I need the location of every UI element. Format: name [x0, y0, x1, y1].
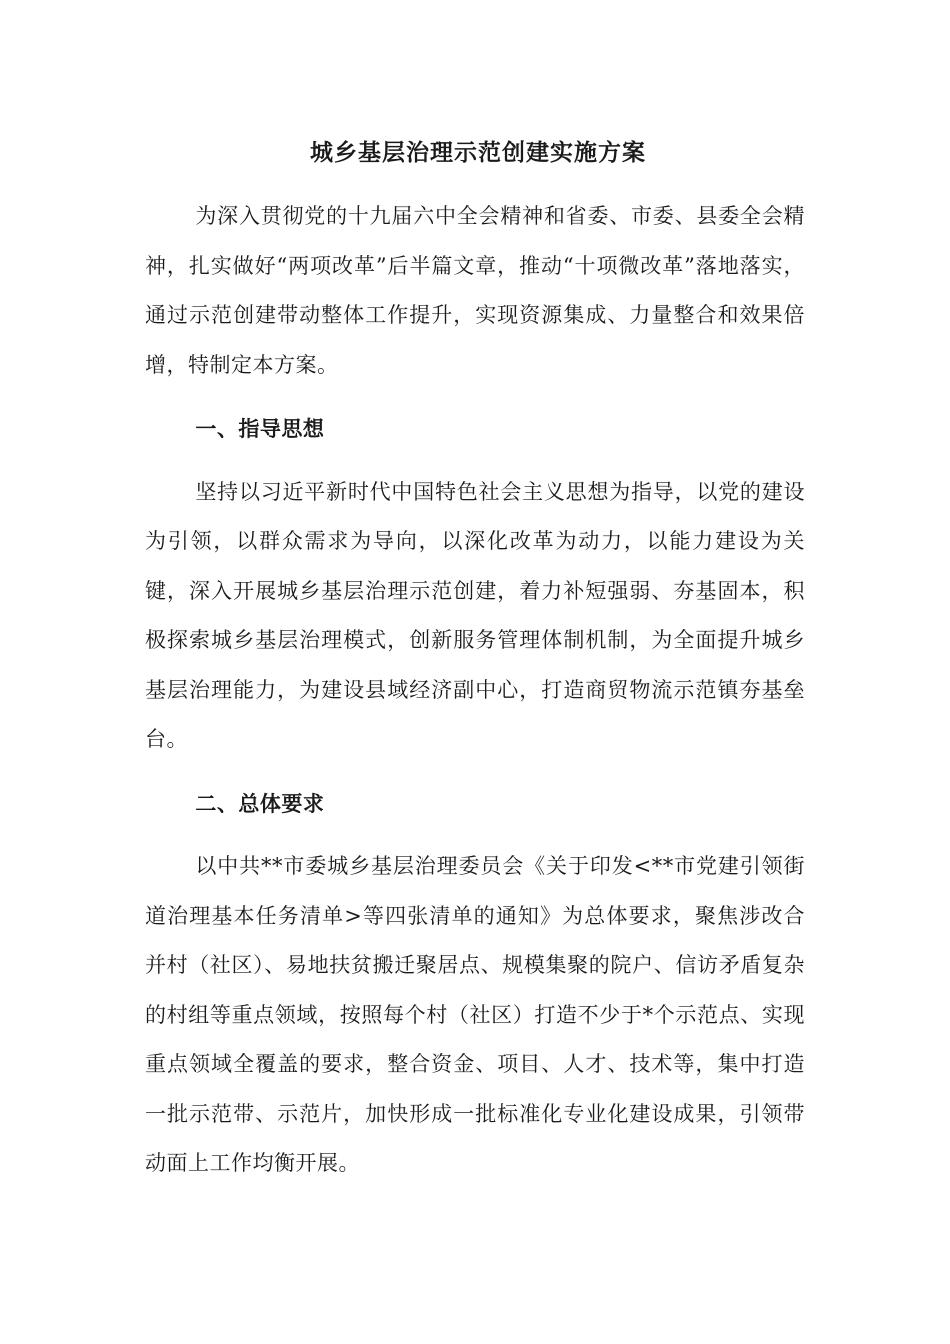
intro-paragraph: 为深入贯彻党的十九届六中全会精神和省委、市委、县委全会精神，扎实做好“两项改革”后半篇文章，推动“十项微改革”落地落实，通过示范创建带动整体工作提升，实现资源集成、力量整合和效果倍增，特制定本方案。 — [145, 204, 805, 377]
section-body-guiding-thought: 坚持以习近平新时代中国特色社会主义思想为指导，以党的建设为引领，以群众需求为导向，以深化改革为动力，以能力建设为关键，深入开展城乡基层治理示范创建，着力补短强弱、夯基固本，积极探索城乡基层治理模式，创新服务管理体制机制，为全面提升城乡基层治理能力，为建设县域经济副中心，打造商贸物流示范镇夯基垒台。 — [145, 479, 805, 751]
section-spacer — [145, 828, 805, 842]
section-spacer — [145, 390, 805, 404]
section-heading-general-requirements: 二、总体要求 — [195, 790, 325, 816]
document-title: 城乡基层治理示范创建实施方案 — [310, 139, 646, 166]
section-spacer — [145, 765, 805, 779]
section-spacer — [145, 454, 805, 468]
document-content — [145, 133, 805, 1189]
section-body-general-requirements: 以中共**市委城乡基层治理委员会《关于印发<**市党建引领街道治理基本任务清单>等四张清单的通知》为总体要求，聚焦涉改合并村（社区）、易地扶贫搬迁聚居点、规模集聚的院户、信访矛盾复杂的村组等重点领域，按照每个村（社区）打造不少于*个示范点、实现重点领域全覆盖的要求，整合资金、项目、人才、技术等，集中打造一批示范带、示范片，加快形成一批标准化专业化建设成果，引领带动面上工作均衡开展。 — [145, 854, 805, 1175]
title-spacer — [145, 173, 805, 192]
section-heading-guiding-thought: 一、指导思想 — [195, 416, 325, 441]
